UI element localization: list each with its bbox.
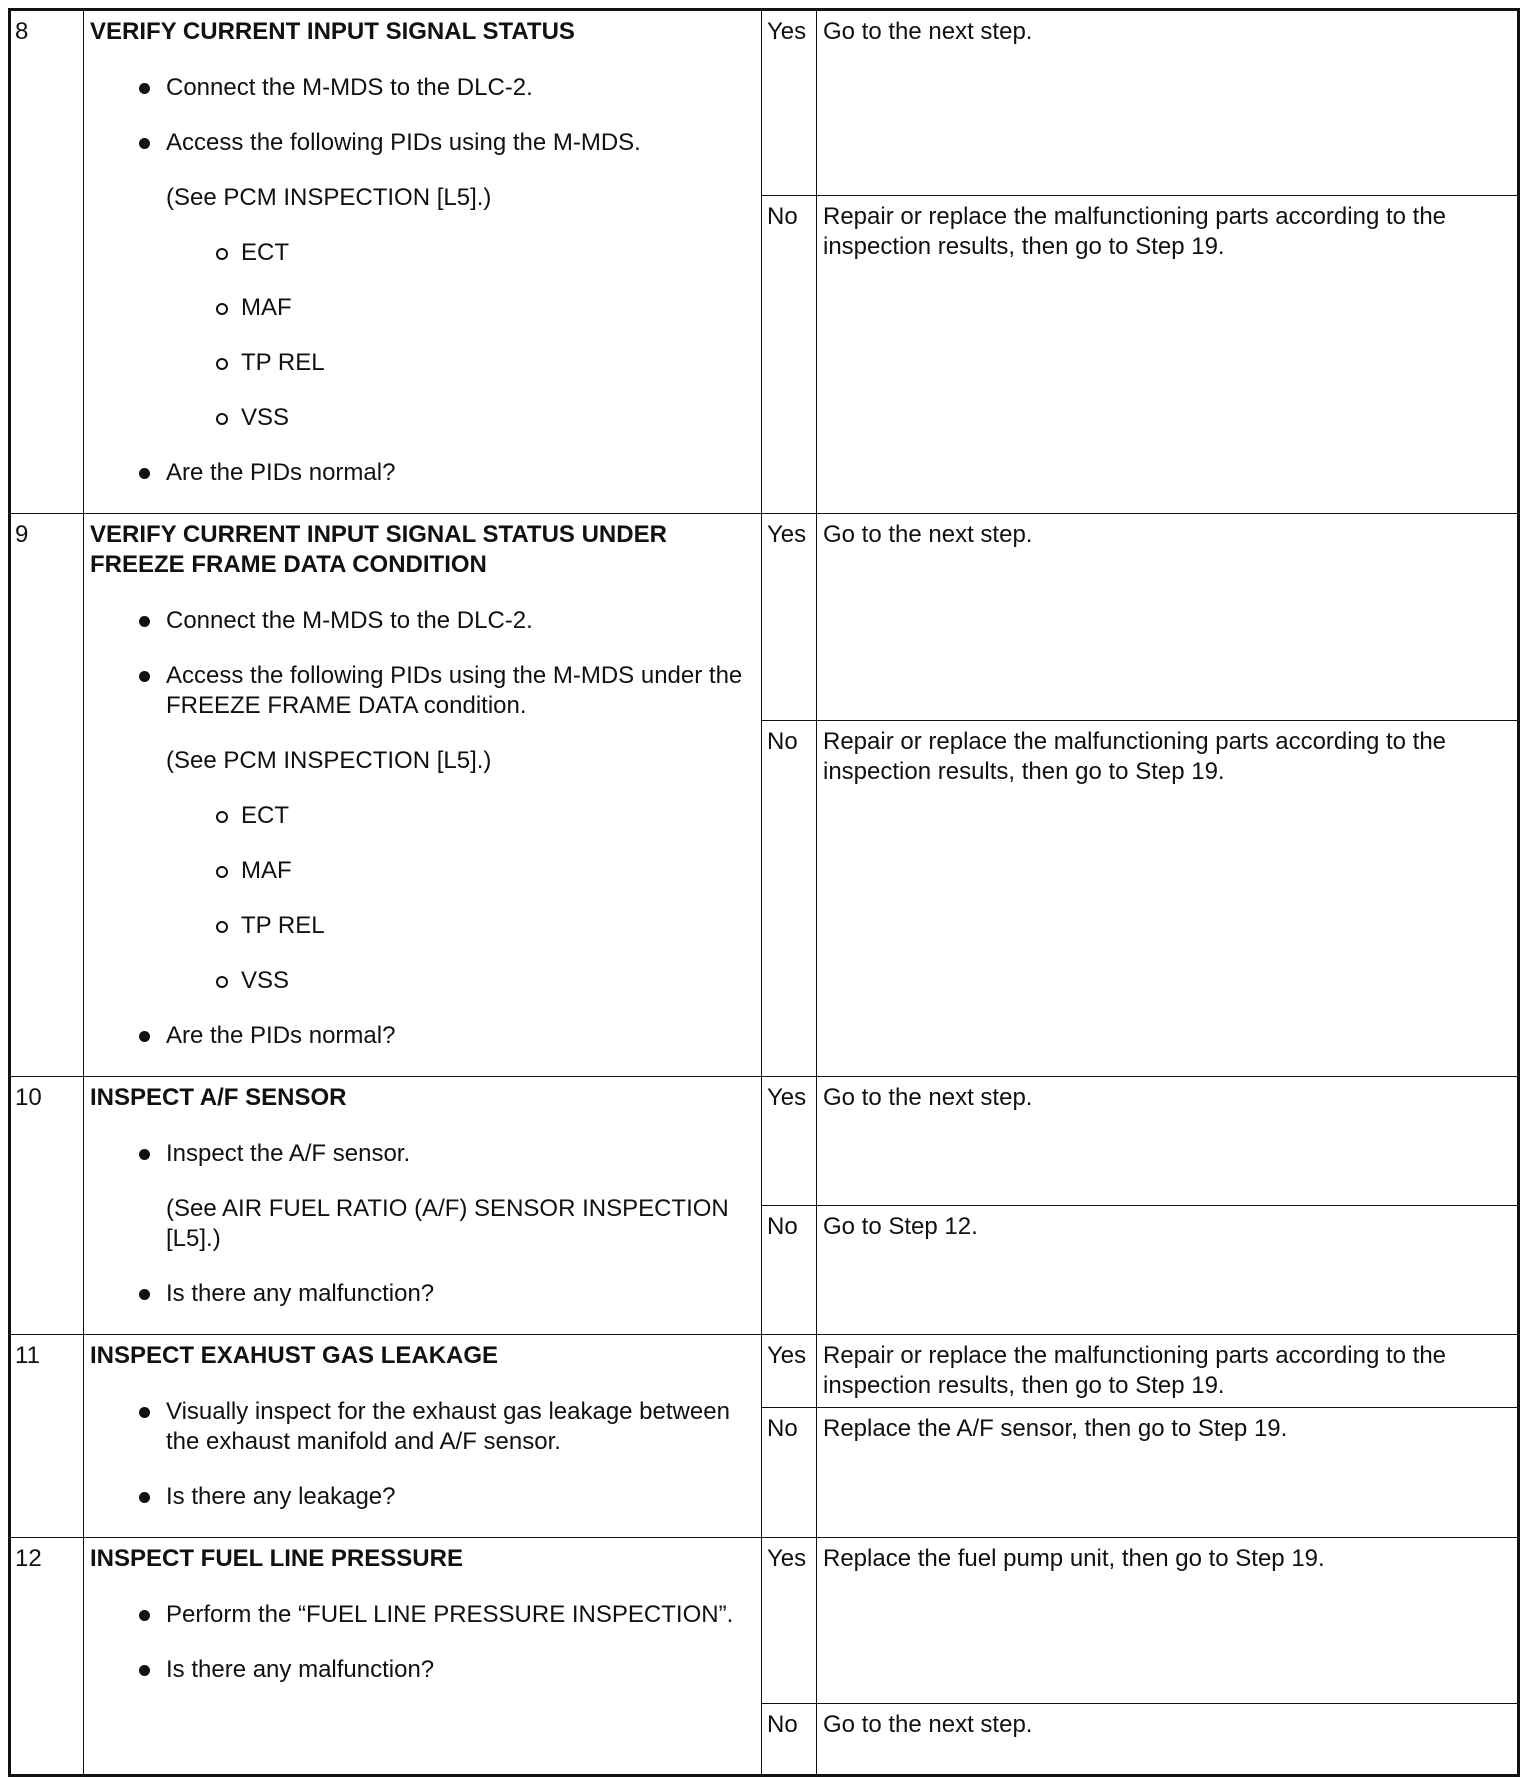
step-number: 8	[10, 10, 84, 514]
no-label: No	[762, 1206, 817, 1335]
step-number: 10	[10, 1077, 84, 1335]
step-procedure	[84, 1335, 762, 1538]
pid-item: TP REL	[90, 911, 761, 941]
no-action: Repair or replace the malfunctioning parts according to the inspection results, then go to Step 19.	[817, 721, 1519, 1077]
yes-label: Yes	[762, 1077, 817, 1206]
step-number: 11	[10, 1335, 84, 1538]
pid-item: ECT	[90, 801, 761, 831]
yes-label: Yes	[762, 1538, 817, 1704]
procedure-bullet: Are the PIDs normal?	[90, 1021, 761, 1051]
yes-action: Repair or replace the malfunctioning parts according to the inspection results, then go to Step 19.	[817, 1335, 1519, 1408]
no-label: No	[762, 1704, 817, 1776]
yes-action: Go to the next step.	[817, 514, 1519, 721]
procedure-bullet: Connect the M-MDS to the DLC-2.	[90, 606, 761, 636]
step-row-11	[10, 1335, 1519, 1408]
step-title: INSPECT FUEL LINE PRESSURE	[90, 1545, 463, 1572]
no-label: No	[762, 196, 817, 514]
yes-action: Replace the fuel pump unit, then go to Step 19.	[817, 1538, 1519, 1704]
step-number: 9	[10, 514, 84, 1077]
pid-item: MAF	[90, 856, 761, 886]
pid-item: MAF	[90, 293, 761, 323]
step-procedure	[84, 514, 762, 1077]
step-procedure	[84, 1077, 762, 1335]
procedure-bullet: Is there any malfunction?	[90, 1655, 761, 1685]
procedure-bullet: Visually inspect for the exhaust gas leakage between the exhaust manifold and A/F sensor.	[90, 1397, 761, 1457]
procedure-bullet: Access the following PIDs using the M-MDS under the FREEZE FRAME DATA condition.	[90, 661, 761, 721]
procedure-bullet: Are the PIDs normal?	[90, 458, 761, 488]
no-action: Go to Step 12.	[817, 1206, 1519, 1335]
step-title: VERIFY CURRENT INPUT SIGNAL STATUS UNDER FREEZE FRAME DATA CONDITION	[90, 521, 667, 578]
yes-label: Yes	[762, 1335, 817, 1408]
yes-label: Yes	[762, 10, 817, 196]
procedure-bullet: Inspect the A/F sensor.	[90, 1139, 761, 1169]
step-title: INSPECT EXAHUST GAS LEAKAGE	[90, 1342, 499, 1369]
pid-item: ECT	[90, 238, 761, 268]
step-title: VERIFY CURRENT INPUT SIGNAL STATUS	[90, 18, 575, 45]
pid-item: VSS	[90, 403, 761, 433]
step-row-10	[10, 1077, 1519, 1206]
yes-action: Go to the next step.	[817, 1077, 1519, 1206]
procedure-bullet: Access the following PIDs using the M-MDS.	[90, 128, 761, 158]
procedure-bullet: Connect the M-MDS to the DLC-2.	[90, 73, 761, 103]
reference-note: (See AIR FUEL RATIO (A/F) SENSOR INSPECTION [L5].)	[166, 1195, 729, 1252]
reference-note: (See PCM INSPECTION [L5].)	[166, 747, 492, 774]
pid-item: VSS	[90, 966, 761, 996]
yes-label: Yes	[762, 514, 817, 721]
no-action: Go to the next step.	[817, 1704, 1519, 1776]
pid-item: TP REL	[90, 348, 761, 378]
diagnostic-procedure-table	[8, 8, 1520, 1777]
step-row-8	[10, 10, 1519, 196]
step-row-9	[10, 514, 1519, 721]
yes-action: Go to the next step.	[817, 10, 1519, 196]
step-procedure	[84, 10, 762, 514]
step-row-12	[10, 1538, 1519, 1704]
procedure-bullet: Is there any leakage?	[90, 1482, 761, 1512]
no-action: Repair or replace the malfunctioning parts according to the inspection results, then go to Step 19.	[817, 196, 1519, 514]
step-title: INSPECT A/F SENSOR	[90, 1084, 347, 1111]
procedure-bullet: Perform the “FUEL LINE PRESSURE INSPECTION”.	[90, 1600, 761, 1630]
no-action: Replace the A/F sensor, then go to Step 19.	[817, 1408, 1519, 1538]
step-procedure	[84, 1538, 762, 1776]
no-label: No	[762, 1408, 817, 1538]
step-number: 12	[10, 1538, 84, 1776]
reference-note: (See PCM INSPECTION [L5].)	[166, 184, 492, 211]
no-label: No	[762, 721, 817, 1077]
procedure-bullet: Is there any malfunction?	[90, 1279, 761, 1309]
